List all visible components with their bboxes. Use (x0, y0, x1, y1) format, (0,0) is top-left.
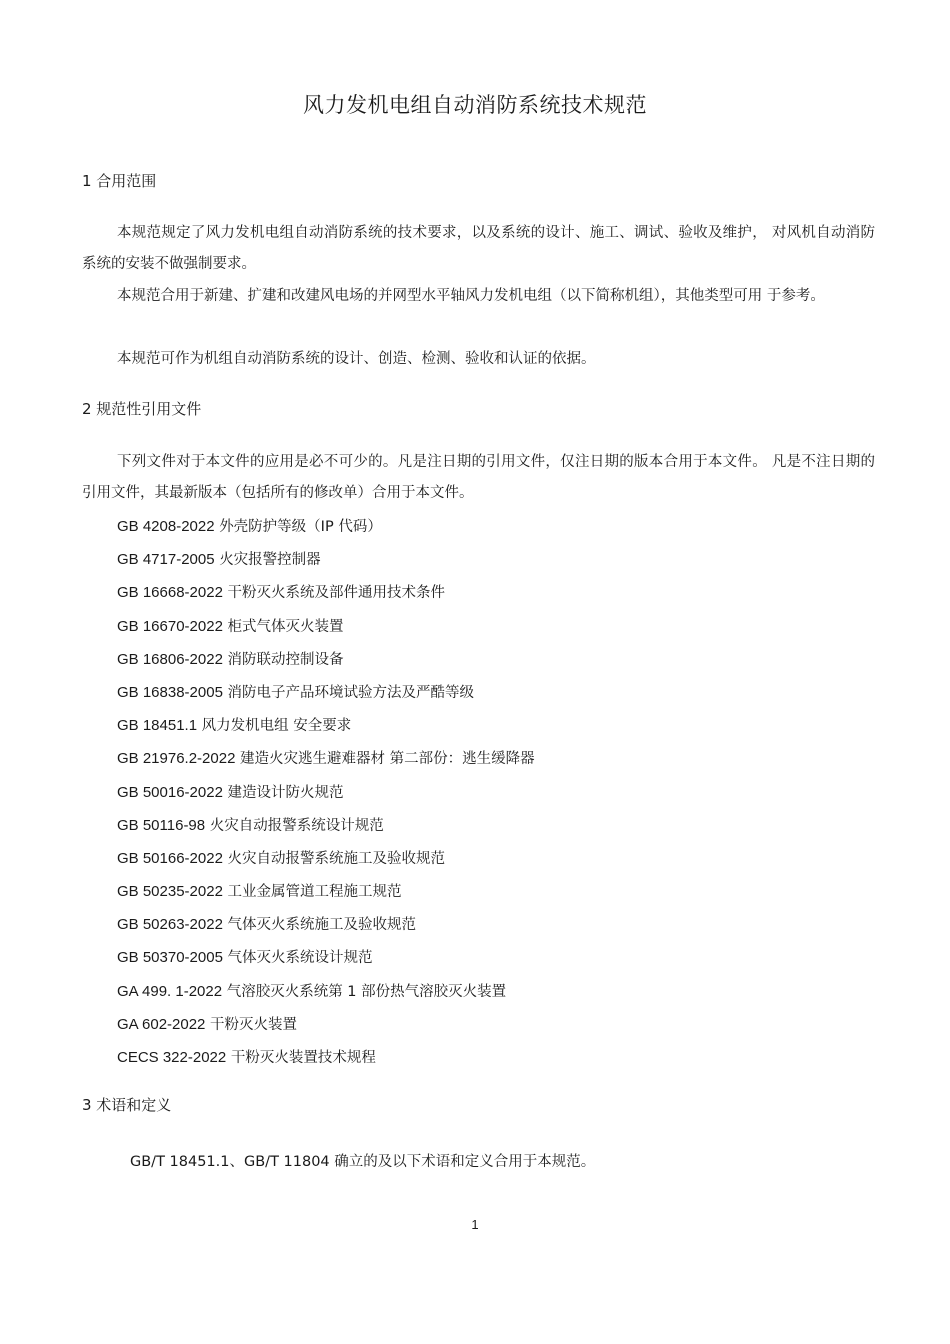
reference-title: 火灾自动报警系统设计规范 (209, 817, 384, 834)
reference-item (117, 643, 535, 676)
reference-item (117, 610, 535, 643)
reference-title: 消防联动控制设备 (227, 651, 344, 668)
reference-code: GB 50235-2022 (117, 883, 223, 901)
reference-item (117, 875, 535, 908)
reference-item (117, 1008, 535, 1041)
reference-code: GB 50370-2005 (117, 949, 223, 967)
section-3-paragraph: GB/T 18451.1、GB/T 11804 确立的及以下术语和定义合用于本规范。 (130, 1154, 596, 1170)
reference-code: GA 499. 1-2022 (117, 982, 223, 1000)
document-title: 风力发机电组自动消防系统技术规范 (303, 93, 647, 117)
reference-title: 外壳防护等级（IP 代码） (219, 519, 382, 535)
reference-title: 建造设计防火规范 (227, 784, 344, 801)
reference-item (117, 709, 535, 742)
reference-title: 工业金属管道工程施工规范 (227, 884, 402, 901)
section-1-paragraph-1: 本规范规定了风力发机电组自动消防系统的技术要求，以及系统的设计、施工、调试、验收及维护， 对风机自动消防系统的安装不做强制要求。 (82, 225, 875, 272)
reference-title: 消防电子产品环境试验方法及严酷等级 (227, 684, 475, 701)
reference-item (117, 975, 535, 1008)
reference-code: GB 16668-2022 (117, 584, 223, 602)
reference-title: 干粉灭火系统及部件通用技术条件 (227, 585, 446, 602)
reference-title: 气体灭火系统施工及验收规范 (227, 917, 417, 934)
reference-code: GB 50166-2022 (117, 849, 223, 867)
reference-code: GB 4208-2022 (117, 518, 215, 535)
reference-code: GB 50263-2022 (117, 916, 223, 934)
reference-title: 气体灭火系统设计规范 (227, 950, 373, 967)
reference-code: GB 4717-2005 (117, 551, 215, 569)
reference-item (117, 908, 535, 941)
reference-code: GB 50116-98 (117, 816, 206, 834)
reference-code: GB 18451.1 (117, 717, 198, 735)
reference-code: GB 16670-2022 (117, 617, 223, 635)
reference-title: 建造火灾逃生避难器材 第二部份：逃生缓降器 (240, 751, 535, 768)
reference-title: 气溶胶灭火系统第 1 部份热气溶胶灭火装置 (226, 983, 507, 1000)
reference-title: 火灾自动报警系统施工及验收规范 (227, 850, 446, 867)
section-2-intro: 下列文件对于本文件的应用是必不可少的。凡是注日期的引用文件，仅注日期的版本合用于本文件。 凡是不注日期的引用文件，其最新版本（包括所有的修改单）合用于本文件。 (82, 454, 875, 501)
section-2-heading: 2 规范性引用文件 (82, 400, 202, 418)
reference-list (117, 510, 535, 1074)
reference-item (117, 842, 535, 875)
reference-item (117, 809, 535, 842)
reference-item (117, 742, 535, 775)
reference-item (117, 941, 535, 974)
reference-title: 干粉灭火装置 (210, 1016, 298, 1033)
reference-code: GB 16806-2022 (117, 650, 223, 668)
reference-item (117, 676, 535, 709)
reference-item (117, 1041, 535, 1074)
reference-code: GB 50016-2022 (117, 783, 223, 801)
section-1-paragraph-3: 本规范可作为机组自动消防系统的设计、创造、检测、验收和认证的依据。 (117, 351, 596, 367)
reference-code: GA 602-2022 (117, 1015, 206, 1033)
reference-item (117, 576, 535, 609)
section-3-heading: 3 术语和定义 (82, 1096, 172, 1114)
reference-title: 柜式气体灭火装置 (227, 618, 344, 635)
reference-title: 干粉灭火装置技术规程 (230, 1050, 376, 1066)
reference-item (117, 510, 535, 543)
reference-code: CECS 322-2022 (117, 1049, 227, 1066)
reference-code: GB 16838-2005 (117, 683, 223, 701)
reference-item (117, 776, 535, 809)
reference-title: 火灾报警控制器 (219, 552, 321, 569)
reference-code: GB 21976.2-2022 (117, 750, 236, 768)
page-number: 1 (471, 1217, 479, 1232)
section-1-heading: 1 合用范围 (82, 172, 157, 190)
section-1-paragraph-2: 本规范合用于新建、扩建和改建风电场的并网型水平轴风力发机电组（以下简称机组），其他类型可用 于参考。 (117, 288, 825, 304)
reference-title: 风力发机电组 安全要求 (201, 718, 352, 735)
reference-item (117, 543, 535, 576)
